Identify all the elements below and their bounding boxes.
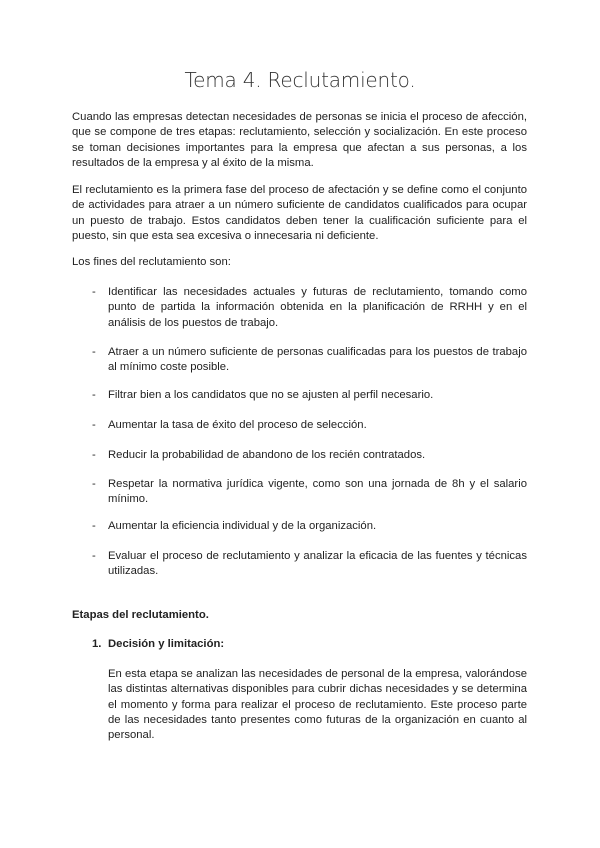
definition-paragraph: El reclutamiento es la primera fase del proceso de afectación y se define como el conjunto de actividades para atraer a un número suficiente de candidatos cualificados para ocupar un puesto de trabajo. Estos candidatos deben tener la cualificación suficiente para el puesto, sin que esta sea excesiva o innecesaria ni deficiente. [72, 184, 527, 242]
bullet-dash: - [92, 286, 96, 298]
list-item-text: Reducir la probabilidad de abandono de los recién contratados. [108, 449, 426, 461]
list-item [92, 549, 527, 580]
bullet-dash: - [92, 449, 96, 461]
stage-heading [92, 638, 224, 650]
list-item [92, 285, 527, 331]
bullet-dash: - [92, 389, 96, 401]
section-heading: Etapas del reclutamiento. [72, 609, 209, 621]
stage-number: 1. [92, 638, 102, 650]
bullet-dash: - [92, 346, 96, 358]
bullet-dash: - [92, 478, 96, 490]
list-item [92, 418, 527, 433]
bullet-dash: - [92, 419, 96, 431]
list-item [92, 519, 527, 534]
list-item-text: Aumentar la tasa de éxito del proceso de selección. [108, 419, 367, 431]
goals-intro: Los fines del reclutamiento son: [72, 256, 231, 268]
page-title: Tema 4. Reclutamiento. [184, 68, 416, 92]
list-item [92, 388, 527, 403]
list-item [92, 477, 527, 508]
list-item-text: Filtrar bien a los candidatos que no se ajusten al perfil necesario. [108, 389, 434, 401]
intro-paragraph: Cuando las empresas detectan necesidades de personas se inicia el proceso de afección, que se compone de tres etapas: reclutamiento, selección y socialización. En este proceso se toman decisiones importantes para la empresa que afectan a sus personas, a los resultados de la empresa y al éxito de la misma. [72, 111, 527, 169]
list-item-text: Respetar la normativa jurídica vigente, como son una jornada de 8h y el salario mínimo. [108, 478, 527, 506]
list-item [92, 448, 527, 463]
list-item-text: Atraer a un número suficiente de personas cualificadas para los puestos de trabajo al mínimo coste posible. [108, 346, 527, 374]
stage-title: Decisión y limitación: [108, 638, 225, 650]
bullet-dash: - [92, 520, 96, 532]
stage-description: En esta etapa se analizan las necesidades de personal de la empresa, valorándose las distintas alternativas disponibles para cubrir dichas necesidades y se determina el momento y forma para realizar el proceso de reclutamiento. Este proceso parte de las necesidades tanto presentes como futuras de la organización en cuanto al personal. [108, 668, 527, 742]
list-item-text: Evaluar el proceso de reclutamiento y analizar la eficacia de las fuentes y técnicas utilizadas. [108, 550, 527, 578]
bullet-dash: - [92, 550, 96, 562]
list-item-text: Aumentar la eficiencia individual y de la organización. [108, 520, 377, 532]
list-item-text: Identificar las necesidades actuales y futuras de reclutamiento, tomando como punto de partida la información obtenida en la planificación de RRHH y en el análisis de los puestos de trabajo. [108, 286, 527, 329]
list-item [92, 345, 527, 376]
